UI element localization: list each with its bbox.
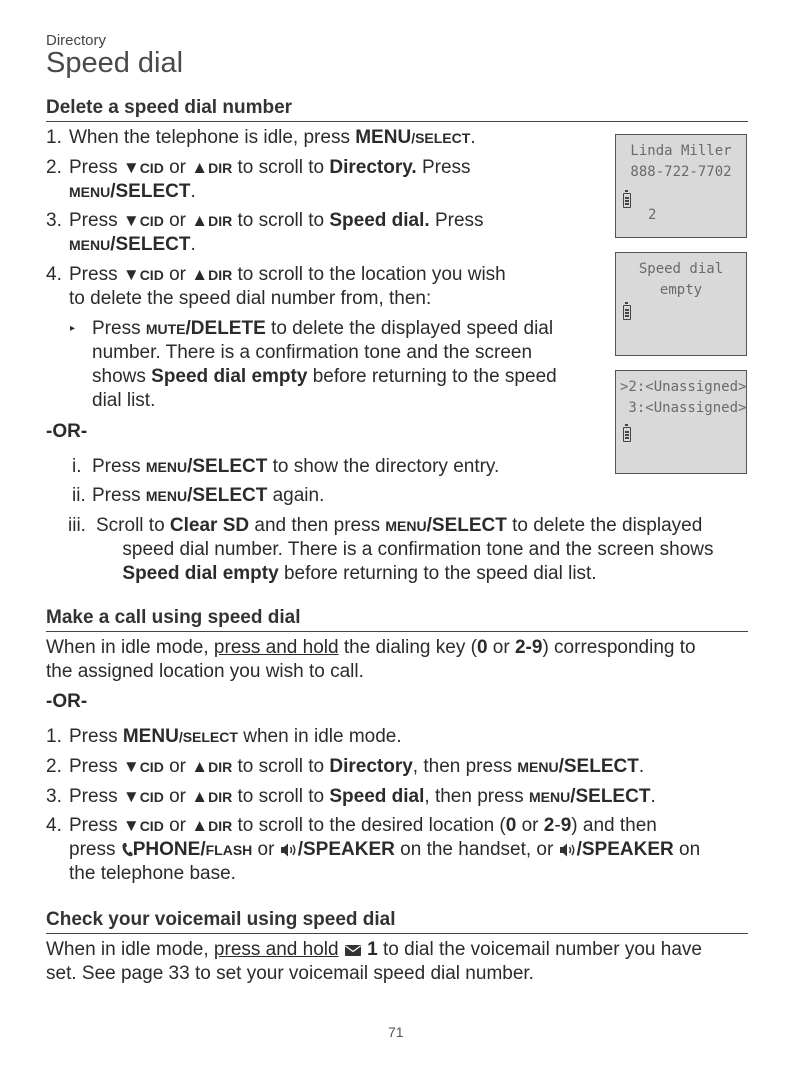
lcd-screen-speed-dial-empty (615, 252, 747, 356)
or-separator: -OR- (46, 421, 88, 442)
step-text: Press ▼CID or ▲DIR to scroll to the location you wish to delete the speed dial number from, then: (69, 264, 506, 309)
section-heading-voicemail: Check your voicemail using speed dial (46, 908, 748, 934)
page-title: Speed dial (46, 47, 184, 79)
step-number: 1. (46, 726, 62, 747)
paragraph: When in idle mode, press and hold 1 to dial the voicemail number you have set. See page 33 to set your voicemail speed dial number. (46, 939, 702, 984)
lcd-screen-directory-entry (615, 134, 747, 238)
speaker-icon (280, 842, 298, 858)
phone-icon (121, 842, 133, 858)
section-heading-make-call: Make a call using speed dial (46, 606, 748, 632)
lcd-line: empty (659, 282, 703, 298)
substep-text: Press MENU/SELECT again. (92, 485, 325, 506)
battery-icon (623, 193, 631, 208)
step-text: Press ▼CID or ▲DIR to scroll to the desired location (0 or 2-9) and then press PHONE/FLASH or /SPEAKER on the handset, or /SPEAKER on the telephone base. (69, 815, 701, 884)
breadcrumb: Directory (46, 32, 107, 49)
page-number: 71 (388, 1024, 404, 1040)
step-text: Press ▼CID or ▲DIR to scroll to Directory. Press MENU/SELECT. (69, 157, 471, 202)
substep-number: ii. (72, 485, 86, 506)
lcd-line: Speed dial (638, 261, 724, 277)
battery-icon (623, 427, 631, 442)
substep-number: i. (72, 456, 82, 477)
speaker-icon (559, 842, 577, 858)
step-number: 4. (46, 264, 62, 285)
lcd-line: 3:<Unassigned> (620, 400, 747, 416)
bullet-icon: ▸ (70, 323, 76, 334)
lcd-line: >2:<Unassigned> (620, 379, 747, 395)
lcd-line: 888-722-7702 (630, 164, 732, 180)
lcd-line: Linda Miller (630, 143, 732, 159)
paragraph: When in idle mode, press and hold the dialing key (0 or 2-9) corresponding to the assigned location you wish to call. (46, 637, 696, 682)
step-number: 1. (46, 127, 62, 148)
lcd-line: 2 (648, 207, 657, 223)
step-text: Press ▼CID or ▲DIR to scroll to Speed dial, then press MENU/SELECT. (69, 786, 656, 807)
lcd-screen-speed-dial-list (615, 370, 747, 474)
or-separator: -OR- (46, 691, 88, 712)
step-number: 2. (46, 756, 62, 777)
step-number: 2. (46, 157, 62, 178)
substep-number: iii. (68, 515, 86, 536)
substep-text: Press MENU/SELECT to show the directory entry. (92, 456, 500, 477)
step-text: Press ▼CID or ▲DIR to scroll to Speed dial. Press MENU/SELECT. (69, 210, 484, 255)
step-text: When the telephone is idle, press MENU/SELECT. (69, 127, 476, 148)
step-number: 3. (46, 786, 62, 807)
section-heading-delete: Delete a speed dial number (46, 96, 748, 122)
bullet-text: Press MUTE/DELETE to delete the displayed speed dial number. There is a confirmation tone and the screen shows Speed dial empty before returning to the speed dial list. (92, 318, 557, 411)
substep-text: Scroll to Clear SD and then press MENU/SELECT to delete the displayed speed dial number. There is a confirmation tone and the screen shows Speed dial empty before returning to the speed dial list. (96, 515, 714, 584)
step-text: Press MENU/SELECT when in idle mode. (69, 726, 402, 747)
voicemail-envelope-icon (344, 943, 362, 957)
step-number: 4. (46, 815, 62, 836)
step-text: Press ▼CID or ▲DIR to scroll to Directory, then press MENU/SELECT. (69, 756, 645, 777)
step-number: 3. (46, 210, 62, 231)
battery-icon (623, 305, 631, 320)
